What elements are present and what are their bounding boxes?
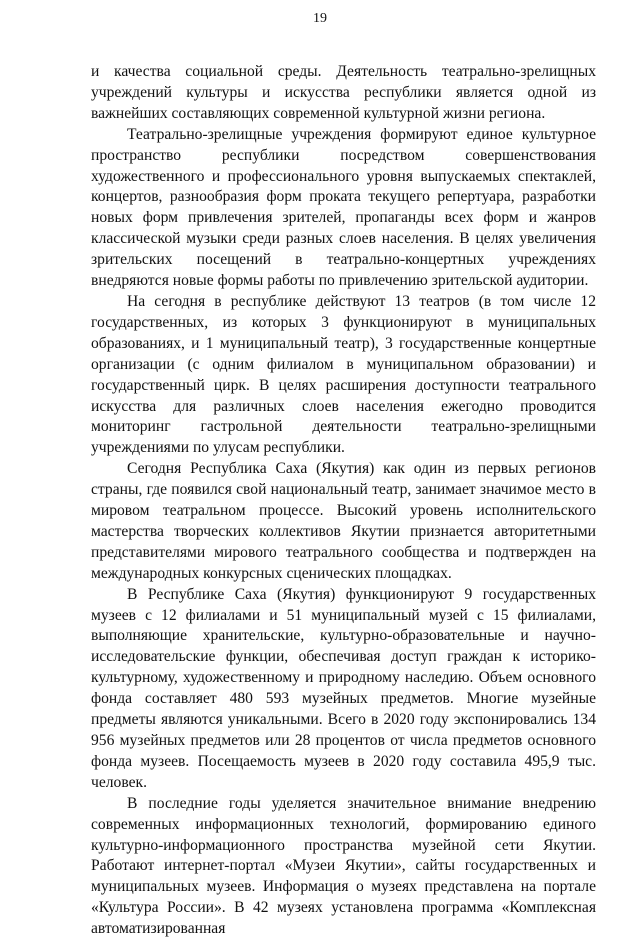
paragraph-information-technologies: В последние годы уделяется значительное внимание внедрению современных информационных технологий, формированию единого культурно-информационного пространства музейной сети Якутии. Работают интернет-портал «Музеи Якутии», сайты государственных и муниципальных музеев. Информация о музеях представлена на портале «Культура России». В 42 музеях установлена программа «Комплексная автоматизированная xyxy=(91,794,596,938)
paragraph-social-environment: и качества социальной среды. Деятельность театрально-зрелищных учреждений культуры и искусства республики является одной из важнейших составляющих современной культурной жизни региона. xyxy=(91,63,596,122)
paragraph-theatre-count: На сегодня в республике действуют 13 театров (в том числе 12 государственных, из которых 3 функционируют в муниципальных образованиях, и 1 муниципальный театр), 3 государственные концертные организации (с одним филиалом в муниципальном образовании) и государственный цирк. В целях расширения доступности театрального искусства для различных слоев населения ежегодно проводится мониторинг гастрольной деятельности театрально-зрелищными учреждениями по улусам республики. xyxy=(91,292,596,457)
paragraph-national-theatre: Сегодня Республика Саха (Якутия) как один из первых регионов страны, где появился свой национальный театр, занимает значимое место в мировом театральном процессе. Высокий уровень исполнительского мастерства творческих коллективов Якутии признается авторитетными представителями мирового театрального сообщества и подтвержден на международных конкурсных сценических площадках. xyxy=(91,460,596,582)
paragraph-theatre-institutions: Театрально-зрелищные учреждения формируют единое культурное пространство республики посредством совершенствования художественного и профессионального уровня выпускаемых спектаклей, концертов, разнообразия форм проката текущего репертуара, разработки новых форм привлечения зрителей, пропаганды всех форм и жанров классической музыки среди разных слоев населения. В целях увеличения зрительских посещений в театрально-концертных учреждениях внедряются новые формы работы по привлечению зрительской аудитории. xyxy=(91,125,596,290)
document-body xyxy=(91,62,596,940)
paragraph-museums: В Республике Саха (Якутия) функционируют 9 государственных музеев с 12 филиалами и 51 муниципальный музей с 15 филиалами, выполняющие хранительские, культурно-образовательные и научно-исследовательские функции, обеспечивая доступ граждан к историко-культурному, художественному и природному наследию. Объем основного фонда составляет 480 593 музейных предметов. Многие музейные предметы являются уникальными. Всего в 2020 году экспонировались 134 956 музейных предметов или 28 процентов от числа предметов основного фонда музеев. Посещаемость музеев в 2020 году составила 495,9 тыс. человек. xyxy=(91,585,596,791)
page-number: 19 xyxy=(313,11,327,26)
